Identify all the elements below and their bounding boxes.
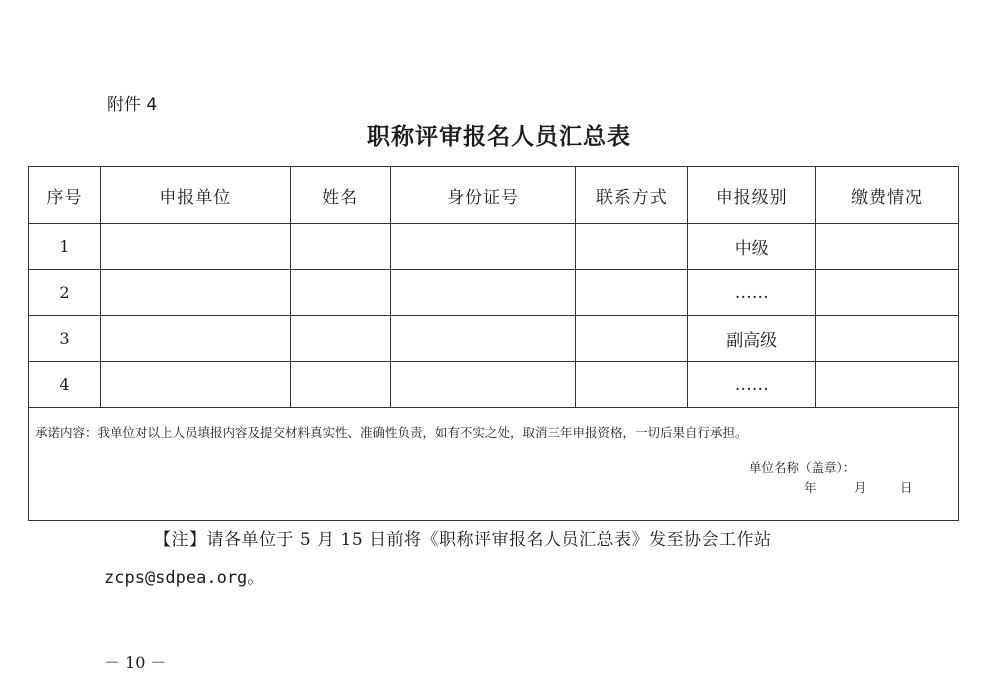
row-index: 2 — [29, 270, 101, 316]
pledge-cell — [29, 408, 959, 521]
table-header-row — [29, 167, 959, 224]
cell-unit[interactable] — [100, 224, 290, 270]
row-index: 1 — [29, 224, 101, 270]
row-index: 4 — [29, 362, 101, 408]
cell-id-number[interactable] — [390, 316, 576, 362]
cell-level: 中级 — [688, 224, 816, 270]
unit-name-seal-label: 单位名称（盖章）： — [749, 460, 856, 475]
row-index: 3 — [29, 316, 101, 362]
cell-payment[interactable] — [816, 316, 959, 362]
cell-level: …… — [688, 362, 816, 408]
pledge-text: 承诺内容：我单位对以上人员填报内容及提交材料真实性、准确性负责，如有不实之处，取消三年申报资格，一切后果自行承担。 — [35, 425, 748, 440]
table-row — [29, 270, 959, 316]
cell-name[interactable] — [290, 316, 390, 362]
date-year-label: 年 — [804, 480, 817, 495]
cell-id-number[interactable] — [390, 270, 576, 316]
date-month-label: 月 — [854, 480, 867, 495]
cell-payment[interactable] — [816, 270, 959, 316]
cell-id-number[interactable] — [390, 224, 576, 270]
cell-contact[interactable] — [576, 362, 688, 408]
cell-level: …… — [688, 270, 816, 316]
page-title: 职称评审报名人员汇总表 — [367, 123, 631, 150]
cell-level: 副高级 — [688, 316, 816, 362]
attachment-label: 附件 4 — [107, 95, 158, 115]
submission-note: 【注】请各单位于 5 月 15 日前将《职称评审报名人员汇总表》发至协会工作站 — [154, 530, 772, 550]
header-level: 申报级别 — [688, 167, 816, 224]
page-number: － 10 － — [104, 653, 167, 672]
cell-unit[interactable] — [100, 362, 290, 408]
cell-payment[interactable] — [816, 224, 959, 270]
cell-name[interactable] — [290, 270, 390, 316]
table-row — [29, 362, 959, 408]
pledge-row — [29, 408, 959, 521]
table-row — [29, 316, 959, 362]
cell-name[interactable] — [290, 362, 390, 408]
cell-payment[interactable] — [816, 362, 959, 408]
cell-contact[interactable] — [576, 270, 688, 316]
cell-unit[interactable] — [100, 270, 290, 316]
date-day-label: 日 — [900, 480, 913, 495]
header-unit: 申报单位 — [100, 167, 290, 224]
cell-id-number[interactable] — [390, 362, 576, 408]
header-name: 姓名 — [290, 167, 390, 224]
header-payment: 缴费情况 — [816, 167, 959, 224]
cell-name[interactable] — [290, 224, 390, 270]
header-contact: 联系方式 — [576, 167, 688, 224]
cell-unit[interactable] — [100, 316, 290, 362]
cell-contact[interactable] — [576, 316, 688, 362]
cell-contact[interactable] — [576, 224, 688, 270]
summary-table — [28, 166, 959, 521]
header-id-number: 身份证号 — [390, 167, 576, 224]
table-row — [29, 224, 959, 270]
header-index: 序号 — [29, 167, 101, 224]
contact-email[interactable]: zcps@sdpea.org。 — [104, 568, 265, 588]
